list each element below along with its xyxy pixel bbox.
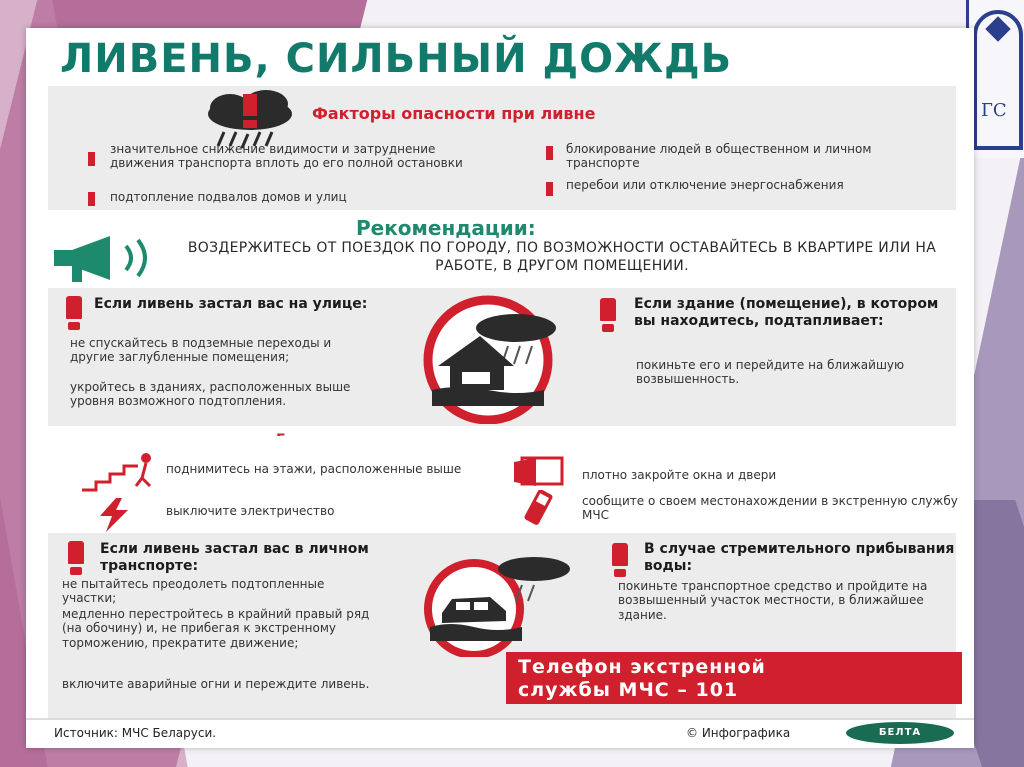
flooded-car-icon: [394, 553, 574, 657]
phone-line-2: службы МЧС – 101: [518, 678, 739, 701]
source-text: Источник: МЧС Беларуси.: [54, 726, 217, 740]
bullet-icon: [546, 182, 553, 196]
poster-footer: [26, 718, 974, 748]
door-icon: [512, 456, 566, 486]
rapid-water-heading: В случае стремительного прибывания воды:: [644, 541, 955, 574]
copyright-text: © Инфографика: [686, 726, 791, 740]
factor-left-1: значительное снижение видимости и затруднение движения транспорта вплоть до его полной остановки: [110, 142, 463, 171]
stairs-person-icon: [82, 452, 154, 494]
mobile-phone-icon: [518, 490, 558, 526]
cannot-leave-left-1: поднимитесь на этажи, расположенные выше: [166, 462, 462, 476]
flooded-house-icon: [398, 294, 578, 424]
street-building-panel: [48, 288, 956, 426]
recommendations-text: ВОЗДЕРЖИТЕСЬ ОТ ПОЕЗДОК ПО ГОРОДУ, ПО ВОЗМОЖНОСТИ ОСТАВАЙТЕСЬ В КВАРТИРЕ ИЛИ НА РАБОТЕ, В ДРУГОМ ПОМЕЩЕНИИ.: [187, 240, 937, 274]
infographic-poster: [26, 28, 974, 748]
megaphone-icon: [46, 234, 164, 286]
factor-right-1: блокирование людей в общественном и личном транспорте: [566, 142, 872, 171]
hazard-factors-heading: Факторы опасности при ливне: [312, 104, 596, 123]
belta-logo: БЕЛТА: [846, 722, 954, 744]
hazard-factors-panel: [48, 86, 956, 210]
transport-heading: Если ливень застал вас в личном транспорте:: [100, 541, 369, 574]
building-heading: Если здание (помещение), в котором вы находитесь, подтапливает:: [634, 296, 939, 329]
street-item-2: укройтесь в зданиях, расположенных выше уровня возможного подтопления.: [70, 380, 351, 409]
corner-logo-text: ГС: [981, 100, 1007, 121]
recommendations-heading: Рекомендации:: [356, 216, 536, 240]
bullet-icon: [546, 146, 553, 160]
bullet-icon: [88, 152, 95, 166]
transport-item-3: включите аварийные огни и переждите ливень.: [62, 677, 370, 691]
cannot-leave-right-1: плотно закройте окна и двери: [582, 468, 777, 482]
cannot-leave-right-2: сообщите о своем местонахождении в экстренную службу МЧС: [582, 494, 958, 523]
transport-item-2: медленно перестройтесь в крайний правый ряд (на обочину) и, не прибегая к экстренному торможению, прекратите движение;: [62, 607, 370, 650]
transport-item-1: не пытайтесь преодолеть подтопленные участки;: [62, 577, 325, 606]
factor-right-2: перебои или отключение энергоснабжения: [566, 178, 844, 192]
bullet-icon: [88, 192, 95, 206]
street-heading: Если ливень застал вас на улице:: [94, 296, 368, 312]
poster-title: ЛИВЕНЬ, СИЛЬНЫЙ ДОЖДЬ: [60, 36, 733, 82]
cannot-leave-left-2: выключите электричество: [166, 504, 335, 518]
rapid-water-text: покиньте транспортное средство и пройдите на возвышенный участок местности, в ближайшее здание.: [618, 579, 928, 622]
street-item-1: не спускайтесь в подземные переходы и другие заглубленные помещения;: [70, 336, 332, 365]
cannot-leave-panel: [48, 436, 956, 526]
emergency-phone-box: [506, 652, 962, 704]
factor-left-2: подтопление подвалов домов и улиц: [110, 190, 347, 204]
corner-logo: [966, 0, 1024, 158]
phone-line-1: Телефон экстренной: [518, 656, 766, 678]
building-text: покиньте его и перейдите на ближайшую возвышенность.: [636, 358, 905, 387]
lightning-icon: [96, 498, 132, 532]
warning-icon: [608, 543, 632, 577]
warning-icon: [64, 541, 88, 575]
warning-icon: [596, 298, 620, 332]
warning-icon: [62, 296, 86, 330]
